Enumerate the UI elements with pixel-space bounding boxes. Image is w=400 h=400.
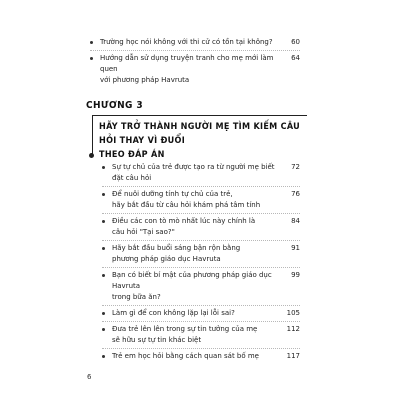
toc-entry bbox=[102, 270, 300, 303]
toc-entry bbox=[102, 216, 300, 238]
bullet-icon bbox=[102, 312, 105, 315]
bullet-icon bbox=[102, 328, 105, 331]
toc-entry-page: 84 bbox=[291, 217, 300, 225]
frame-dot-icon bbox=[89, 153, 94, 158]
chapter-title: HÃY TRỞ THÀNH NGƯỜI MẸ TÌM KIẾM CÂU HỎI THAY VÌ ĐUỔI THEO ĐÁP ÁN bbox=[99, 122, 301, 160]
toc-entry-page: 91 bbox=[291, 244, 300, 252]
toc-entry-page: 60 bbox=[291, 38, 300, 46]
toc-entry-page: 76 bbox=[291, 190, 300, 198]
toc-entry-title: Bạn có biết bí mật của phương pháp giáo dục Havruta trong bữa ăn? bbox=[112, 271, 272, 301]
toc-entry bbox=[102, 243, 300, 265]
toc-entry-title: Trường học nói không với thi cử có tồn tại không? bbox=[100, 38, 273, 46]
toc-entry bbox=[102, 308, 300, 319]
toc-divider bbox=[102, 186, 300, 187]
bullet-icon bbox=[102, 355, 105, 358]
toc-entry-title: Hãy bắt đầu buổi sáng bận rộn bằng phương pháp giáo dục Havruta bbox=[112, 244, 241, 263]
chapter-entry-list bbox=[102, 162, 300, 367]
toc-entry-page: 64 bbox=[291, 54, 300, 62]
toc-entry-page: 105 bbox=[286, 309, 300, 317]
toc-entry bbox=[102, 351, 300, 362]
previous-section-list bbox=[90, 37, 300, 91]
toc-entry-title: Đưa trẻ lên lên trong sự tin tưởng của mẹ sẽ hữu sự tự tin khác biệt bbox=[112, 325, 258, 344]
page-number: 6 bbox=[87, 373, 92, 381]
toc-entry bbox=[102, 162, 300, 184]
bullet-icon bbox=[102, 193, 105, 196]
toc-entry bbox=[90, 53, 300, 86]
toc-divider bbox=[90, 50, 300, 51]
toc-entry-title: Hướng dẫn sử dụng truyện tranh cho mẹ mới làm quen với phương pháp Havruta bbox=[100, 54, 274, 84]
toc-divider bbox=[102, 240, 300, 241]
bullet-icon bbox=[102, 166, 105, 169]
toc-entry-title: Làm gì để con không lặp lại lỗi sai? bbox=[112, 309, 235, 317]
toc-entry bbox=[90, 37, 300, 48]
toc-entry-page: 112 bbox=[286, 325, 300, 333]
bullet-icon bbox=[102, 220, 105, 223]
toc-entry-page: 99 bbox=[291, 271, 300, 279]
bullet-icon bbox=[90, 41, 93, 44]
toc-entry-title: Điều các con tò mò nhất lúc này chính là câu hỏi "Tại sao?" bbox=[112, 217, 256, 236]
toc-divider bbox=[102, 348, 300, 349]
bullet-icon bbox=[102, 274, 105, 277]
bullet-icon bbox=[102, 247, 105, 250]
toc-entry-page: 117 bbox=[286, 352, 300, 360]
toc-entry-page: 72 bbox=[291, 163, 300, 171]
toc-entry-title: Sự tự chủ của trẻ được tạo ra từ người mẹ biết đặt câu hỏi bbox=[112, 163, 275, 182]
chapter-label: CHƯƠNG 3 bbox=[86, 100, 144, 111]
toc-divider bbox=[102, 267, 300, 268]
toc-entry-title: Để nuôi dưỡng tính tự chủ của trẻ, hãy bắt đầu từ câu hỏi khám phá tâm tính bbox=[112, 190, 261, 209]
toc-divider bbox=[102, 213, 300, 214]
toc-divider bbox=[102, 305, 300, 306]
toc-entry-title: Trẻ em học hỏi bằng cách quan sát bố mẹ bbox=[112, 352, 259, 360]
toc-divider bbox=[102, 321, 300, 322]
bullet-icon bbox=[90, 57, 93, 60]
toc-entry bbox=[102, 189, 300, 211]
toc-entry bbox=[102, 324, 300, 346]
